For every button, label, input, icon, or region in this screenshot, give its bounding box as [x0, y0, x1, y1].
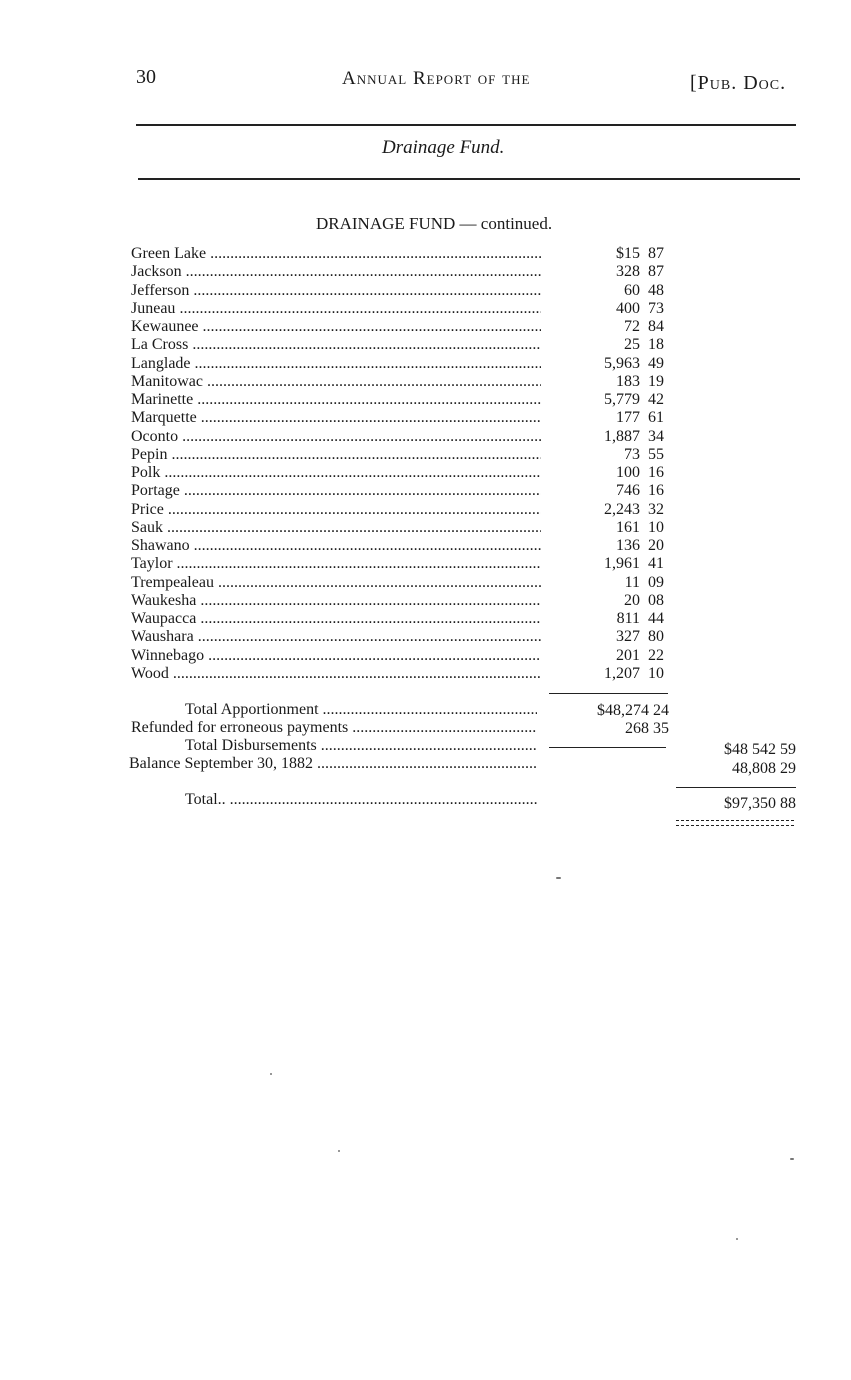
county-name: Pepin .....	[131, 446, 541, 464]
amount-cents: 55	[648, 445, 664, 463]
balance-row	[129, 755, 537, 773]
county-name: Polk .....	[131, 464, 541, 482]
grand-total-label: Total.. .....	[185, 791, 537, 809]
table-row	[131, 263, 676, 281]
county-name: Winnebago .....	[131, 647, 541, 665]
amount-cents: 10	[648, 518, 664, 536]
amount-cents: 61	[648, 409, 664, 427]
amount-cents: 16	[648, 482, 664, 500]
amount-dollars: 400	[616, 299, 640, 317]
county-name: Waukesha .....	[131, 592, 541, 610]
balance-label: Balance September 30, 1882 .....	[129, 755, 537, 773]
amount-cents: 22	[648, 646, 664, 664]
amount-cents: 48	[648, 281, 664, 299]
amount-cents: 16	[648, 464, 664, 481]
amount-cents: 49	[648, 354, 664, 372]
amount-dollars: 72	[624, 318, 640, 335]
county-name: Juneau .....	[131, 300, 541, 318]
amount-dollars: 136	[616, 537, 640, 554]
section-rule	[138, 178, 800, 180]
table-row	[131, 355, 676, 373]
table-title: DRAINAGE FUND — continued.	[316, 214, 553, 233]
table-row	[131, 628, 676, 646]
table-row	[131, 574, 676, 592]
amount-cents: 32	[648, 500, 664, 518]
amount-cents: 80	[648, 628, 664, 646]
table-row	[131, 300, 676, 318]
amount-cents: 18	[648, 336, 664, 354]
table-row	[131, 428, 676, 446]
refunded-label: Refunded for erroneous payments .....	[131, 719, 537, 737]
county-name: Kewaunee .....	[131, 318, 541, 336]
county-name: Marinette .....	[131, 391, 541, 409]
county-name: Marquette .....	[131, 409, 541, 427]
page-number: 30	[136, 66, 156, 88]
disbursement-rule	[549, 747, 666, 748]
amount-dollars: 73	[624, 445, 640, 463]
table-row	[131, 501, 676, 519]
amount-cents: 20	[648, 537, 664, 554]
amount-dollars: 60	[624, 281, 640, 299]
total-apportionment-label: Total Apportionment .....	[185, 701, 537, 719]
county-name: Portage .....	[131, 482, 541, 500]
county-name: Jackson .....	[131, 263, 541, 281]
grand-total-amount: $97,350 88	[724, 795, 796, 812]
amount-dollars: 1,887	[604, 427, 640, 445]
refunded-amount: 268 35	[625, 720, 669, 737]
county-name: Sauk .....	[131, 519, 541, 537]
table-row	[131, 610, 676, 628]
balance-amount: 48,808 29	[732, 760, 796, 777]
amount-dollars: 11	[624, 573, 640, 591]
amount-cents: 73	[648, 299, 664, 317]
amount-dollars: 177	[616, 409, 640, 427]
table-row	[131, 482, 676, 500]
county-name: Price .....	[131, 501, 541, 519]
amount-cents: 84	[648, 318, 664, 335]
page-speck	[790, 1158, 794, 1160]
doc-marker: [Pub. Doc.	[690, 72, 787, 94]
amount-dollars: 161	[616, 518, 640, 536]
amount-dollars: 100	[616, 464, 640, 481]
county-name: Green Lake .....	[131, 245, 541, 263]
amount-dollars: 328	[616, 263, 640, 281]
county-name: Langlade .....	[131, 355, 541, 373]
total-disbursements-row	[185, 737, 537, 755]
page-speck	[338, 1150, 340, 1152]
amount-cents: 42	[648, 391, 664, 408]
amount-cents: 41	[648, 555, 664, 573]
table-row	[131, 409, 676, 427]
table-row	[131, 537, 676, 555]
table-row	[131, 647, 676, 665]
amount-dollars: 1,207	[604, 664, 640, 682]
total-disbursements-label: Total Disbursements .....	[185, 737, 537, 755]
amount-dollars: $15	[616, 245, 640, 262]
amount-dollars: 2,243	[604, 500, 640, 518]
county-name: La Cross .....	[131, 336, 541, 354]
running-title: Annual Report of the	[342, 68, 531, 89]
county-name: Wood .....	[131, 665, 541, 683]
amount-dollars: 5,963	[604, 354, 640, 372]
total-apportionment-amount: $48,274 24	[597, 702, 669, 719]
table-row	[131, 555, 676, 573]
table-row	[131, 519, 676, 537]
double-rule-top	[676, 820, 794, 821]
amount-dollars: 327	[616, 628, 640, 646]
table-row	[131, 282, 676, 300]
county-name: Taylor .....	[131, 555, 541, 573]
county-name: Shawano .....	[131, 537, 541, 555]
grand-total-row	[185, 791, 537, 809]
table-row	[131, 318, 676, 336]
county-name: Waushara .....	[131, 628, 541, 646]
double-rule-bottom	[676, 825, 794, 826]
page-speck	[736, 1238, 738, 1240]
header-rule	[136, 124, 796, 126]
page-speck	[556, 877, 561, 879]
amount-cents: 10	[648, 664, 664, 682]
section-title: Drainage Fund.	[382, 137, 505, 158]
amount-dollars: 746	[616, 482, 640, 500]
table-row	[131, 391, 676, 409]
table-row	[131, 373, 676, 391]
total-disbursements-amount: $48 542 59	[724, 741, 796, 758]
county-name: Waupacca .....	[131, 610, 541, 628]
amount-dollars: 811	[616, 610, 640, 627]
refunded-row	[131, 719, 537, 737]
table-row	[131, 592, 676, 610]
page-speck	[270, 1073, 272, 1075]
amount-cents: 34	[648, 427, 664, 445]
amount-cents: 87	[648, 245, 664, 262]
table-row	[131, 336, 676, 354]
amount-dollars: 20	[624, 591, 640, 609]
table-row	[131, 464, 676, 482]
amount-dollars: 5,779	[604, 391, 640, 408]
county-name: Jefferson .....	[131, 282, 541, 300]
county-name: Manitowac .....	[131, 373, 541, 391]
county-name: Oconto .....	[131, 428, 541, 446]
amount-cents: 09	[648, 573, 664, 591]
county-name: Trempealeau .....	[131, 574, 541, 592]
amount-dollars: 25	[624, 336, 640, 354]
amount-cents: 87	[648, 263, 664, 281]
amount-cents: 44	[648, 610, 664, 627]
amount-dollars: 183	[616, 372, 640, 390]
amount-dollars: 201	[616, 646, 640, 664]
table-row	[131, 446, 676, 464]
subtotal-rule	[549, 693, 668, 694]
amount-cents: 08	[648, 591, 664, 609]
table-row	[131, 665, 676, 683]
table-row	[131, 245, 676, 263]
total-apportionment-row	[185, 701, 537, 719]
amount-cents: 19	[648, 372, 664, 390]
amount-dollars: 1,961	[604, 555, 640, 573]
total-rule	[676, 787, 796, 788]
